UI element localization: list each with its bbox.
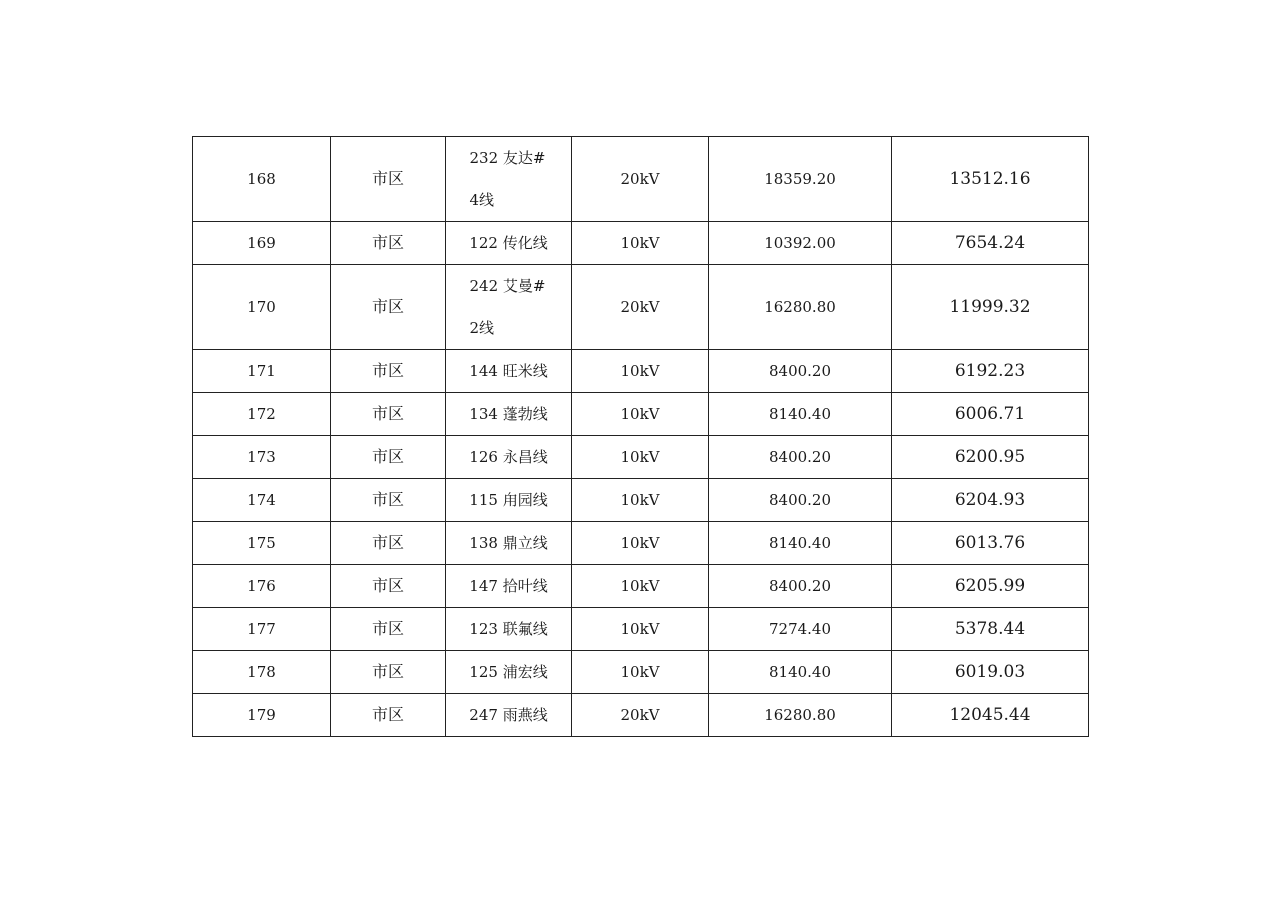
voltage-cell: 10kV — [572, 436, 709, 479]
capacity-cell: 16280.80 — [709, 265, 892, 350]
amount-cell: 6013.76 — [892, 522, 1089, 565]
region-cell: 市区 — [331, 350, 446, 393]
line-name-cell: 125 浦宏线 — [446, 651, 572, 694]
row-number-cell: 177 — [193, 608, 331, 651]
voltage-cell: 10kV — [572, 522, 709, 565]
amount-cell: 6192.23 — [892, 350, 1089, 393]
line-name-cell: 122 传化线 — [446, 222, 572, 265]
line-name-cell: 144 旺米线 — [446, 350, 572, 393]
amount-cell: 6019.03 — [892, 651, 1089, 694]
table-row — [193, 137, 1089, 222]
table-row — [193, 436, 1089, 479]
data-table — [192, 136, 1089, 737]
line-name-cell: 147 拾叶线 — [446, 565, 572, 608]
row-number-cell: 175 — [193, 522, 331, 565]
table-row — [193, 393, 1089, 436]
line-name-text: 242 艾曼#2线 — [469, 277, 546, 337]
amount-cell: 6204.93 — [892, 479, 1089, 522]
voltage-cell: 20kV — [572, 137, 709, 222]
voltage-cell: 10kV — [572, 350, 709, 393]
row-number-cell: 176 — [193, 565, 331, 608]
region-cell: 市区 — [331, 436, 446, 479]
line-name-cell — [446, 265, 572, 350]
table-row — [193, 694, 1089, 737]
capacity-cell: 16280.80 — [709, 694, 892, 737]
region-cell: 市区 — [331, 694, 446, 737]
capacity-cell: 8140.40 — [709, 393, 892, 436]
region-cell: 市区 — [331, 608, 446, 651]
region-cell: 市区 — [331, 222, 446, 265]
table-row — [193, 222, 1089, 265]
amount-cell: 5378.44 — [892, 608, 1089, 651]
voltage-cell: 20kV — [572, 265, 709, 350]
row-number-cell: 171 — [193, 350, 331, 393]
amount-cell: 12045.44 — [892, 694, 1089, 737]
amount-cell: 6205.99 — [892, 565, 1089, 608]
line-name-cell: 247 雨燕线 — [446, 694, 572, 737]
row-number-cell: 170 — [193, 265, 331, 350]
line-name-text: 232 友达#4线 — [469, 149, 546, 209]
region-cell: 市区 — [331, 137, 446, 222]
table-row — [193, 350, 1089, 393]
capacity-cell: 8140.40 — [709, 522, 892, 565]
region-cell: 市区 — [331, 565, 446, 608]
voltage-cell: 10kV — [572, 222, 709, 265]
row-number-cell: 178 — [193, 651, 331, 694]
line-name-cell: 126 永昌线 — [446, 436, 572, 479]
capacity-cell: 8400.20 — [709, 350, 892, 393]
row-number-cell: 173 — [193, 436, 331, 479]
voltage-cell: 10kV — [572, 393, 709, 436]
line-name-cell: 138 鼎立线 — [446, 522, 572, 565]
voltage-cell: 10kV — [572, 651, 709, 694]
capacity-cell: 8400.20 — [709, 436, 892, 479]
table-body — [193, 137, 1089, 737]
table-row — [193, 479, 1089, 522]
capacity-cell: 8400.20 — [709, 565, 892, 608]
table-row — [193, 522, 1089, 565]
voltage-cell: 20kV — [572, 694, 709, 737]
capacity-cell: 10392.00 — [709, 222, 892, 265]
voltage-cell: 10kV — [572, 608, 709, 651]
capacity-cell: 8400.20 — [709, 479, 892, 522]
region-cell: 市区 — [331, 522, 446, 565]
amount-cell: 11999.32 — [892, 265, 1089, 350]
region-cell: 市区 — [331, 265, 446, 350]
capacity-cell: 18359.20 — [709, 137, 892, 222]
table-row — [193, 265, 1089, 350]
table-row — [193, 651, 1089, 694]
amount-cell: 13512.16 — [892, 137, 1089, 222]
amount-cell: 6200.95 — [892, 436, 1089, 479]
row-number-cell: 174 — [193, 479, 331, 522]
amount-cell: 6006.71 — [892, 393, 1089, 436]
row-number-cell: 179 — [193, 694, 331, 737]
line-name-cell: 134 蓬勃线 — [446, 393, 572, 436]
voltage-cell: 10kV — [572, 479, 709, 522]
capacity-cell: 8140.40 — [709, 651, 892, 694]
region-cell: 市区 — [331, 393, 446, 436]
voltage-cell: 10kV — [572, 565, 709, 608]
row-number-cell: 168 — [193, 137, 331, 222]
row-number-cell: 172 — [193, 393, 331, 436]
table-row — [193, 608, 1089, 651]
line-name-cell: 115 甪园线 — [446, 479, 572, 522]
line-name-cell: 123 联氟线 — [446, 608, 572, 651]
line-name-cell — [446, 137, 572, 222]
row-number-cell: 169 — [193, 222, 331, 265]
capacity-cell: 7274.40 — [709, 608, 892, 651]
region-cell: 市区 — [331, 479, 446, 522]
amount-cell: 7654.24 — [892, 222, 1089, 265]
region-cell: 市区 — [331, 651, 446, 694]
table-row — [193, 565, 1089, 608]
